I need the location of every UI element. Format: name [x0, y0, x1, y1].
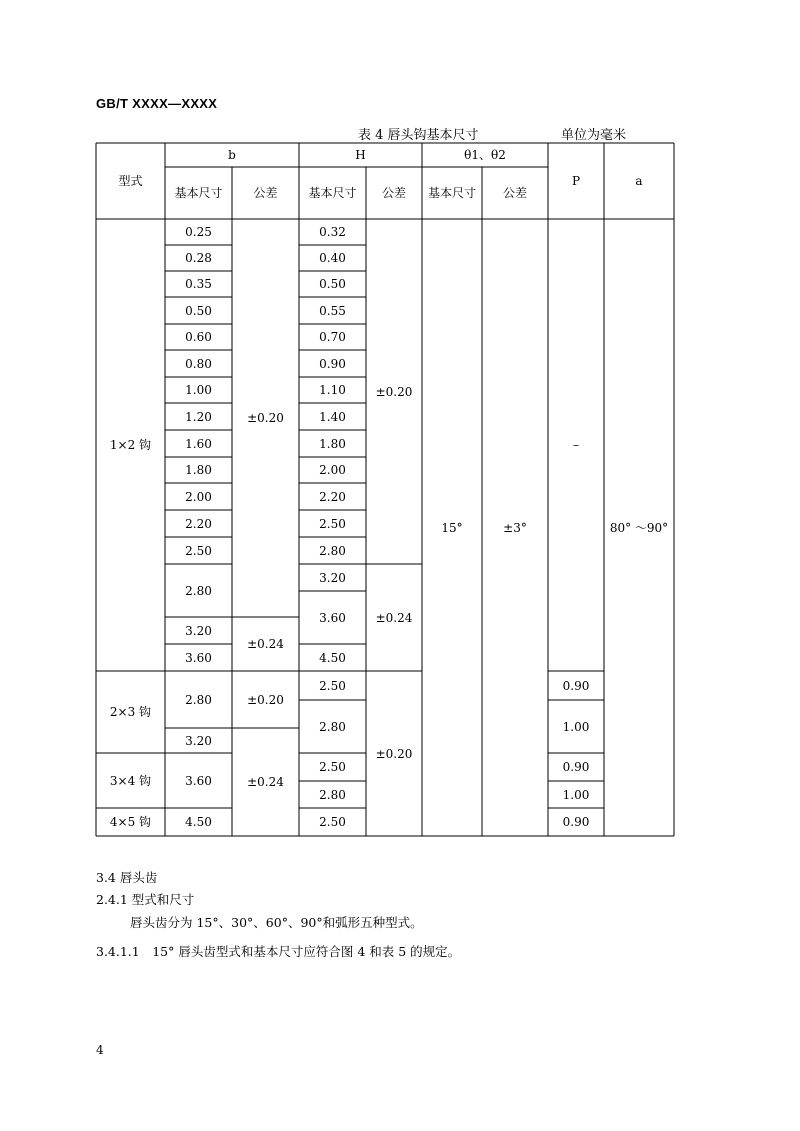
P-cell: 0.90 [562, 678, 590, 693]
H-basic-size-cell: 3.20 [319, 570, 346, 585]
H-basic-size-cell: 1.40 [319, 409, 346, 424]
H-basic-size-cell: 0.40 [319, 251, 346, 265]
H-basic-size-cell: 0.50 [319, 277, 346, 291]
P-cell: 1.00 [562, 719, 590, 734]
b-basic-size-cell: 0.25 [185, 225, 212, 239]
section-heading-2-4-1: 2.4.1 型式和尺寸 [96, 892, 195, 907]
header-P: P [571, 174, 581, 188]
standard-code: GB/T XXXX—XXXX [96, 96, 218, 111]
b-basic-size-cell: 0.50 [185, 303, 212, 318]
header-basic-size: 基本尺寸 [308, 186, 357, 200]
paragraph-clause: 3.4.1.1 15° 唇头齿型式和基本尺寸应符合图 4 和表 5 的规定。 [96, 944, 461, 959]
H-basic-size-cell: 0.32 [319, 225, 346, 239]
type-cell: 2×3 钩 [109, 705, 152, 719]
table-unit: 单位为毫米 [561, 128, 627, 143]
H-basic-size-cell: 2.50 [319, 815, 346, 829]
header-b: b [228, 148, 236, 162]
header-tolerance: 公差 [381, 186, 406, 200]
b-basic-size-cell: 1.60 [185, 436, 212, 451]
H-basic-size-cell: 0.55 [319, 303, 346, 318]
b-basic-size-cell: 1.00 [185, 383, 212, 397]
H-basic-size-cell: 2.50 [319, 760, 346, 774]
header-tolerance: 公差 [502, 186, 527, 200]
b-tolerance-cell: ±0.20 [247, 411, 284, 425]
b-basic-size-cell: 1.20 [185, 409, 212, 424]
H-basic-size-cell: 1.80 [319, 436, 346, 451]
b-basic-size-cell: 2.50 [185, 543, 212, 558]
type-cell: 3×4 钩 [109, 773, 152, 788]
H-basic-size-cell: 3.60 [319, 610, 346, 625]
H-basic-size-cell: 2.50 [319, 678, 346, 693]
b-basic-size-cell: 3.60 [185, 650, 212, 665]
b-basic-size-cell: 1.80 [185, 463, 212, 477]
b-tolerance-cell: ±0.24 [247, 637, 284, 651]
a-cell: 80° ～90° [609, 520, 669, 535]
H-basic-size-cell: 2.80 [319, 787, 346, 802]
H-basic-size-cell: 2.00 [319, 463, 346, 477]
header-tolerance: 公差 [253, 186, 278, 200]
header-type: 型式 [118, 174, 143, 188]
paragraph-types: 唇头齿分为 15°、30°、60°、90°和弧形五种型式。 [130, 915, 423, 930]
H-basic-size-cell: 0.90 [319, 356, 346, 371]
page-number: 4 [96, 1043, 104, 1057]
b-tolerance-cell: ±0.24 [247, 775, 284, 789]
b-basic-size-cell: 3.60 [185, 773, 212, 788]
theta-basic-size-cell: 15° [441, 520, 463, 535]
H-basic-size-cell: 2.20 [319, 489, 346, 504]
H-basic-size-cell: 2.80 [319, 543, 346, 558]
b-tolerance-cell: ±0.20 [247, 692, 284, 707]
b-basic-size-cell: 2.80 [185, 692, 212, 707]
b-basic-size-cell: 2.00 [185, 489, 212, 504]
H-tolerance-cell: ±0.24 [375, 610, 413, 625]
H-basic-size-cell: 1.10 [319, 383, 346, 397]
H-tolerance-cell: ±0.20 [375, 746, 413, 761]
P-cell: 0.90 [562, 760, 590, 774]
header-theta: θ1、θ2 [464, 148, 506, 162]
H-basic-size-cell: 2.50 [319, 516, 346, 531]
b-basic-size-cell: 2.80 [185, 583, 212, 598]
b-basic-size-cell: 3.20 [185, 733, 212, 748]
type-cell: 4×5 钩 [109, 815, 152, 829]
type-cell: 1×2 钩 [109, 438, 152, 452]
b-basic-size-cell: 3.20 [185, 623, 212, 638]
H-basic-size-cell: 0.70 [319, 330, 346, 344]
header-basic-size: 基本尺寸 [427, 186, 476, 200]
table-title: 表 4 唇头钩基本尺寸 [358, 128, 479, 143]
b-basic-size-cell: 0.28 [185, 251, 212, 265]
b-basic-size-cell: 0.60 [185, 330, 212, 344]
b-basic-size-cell: 4.50 [185, 815, 212, 829]
header-H: H [355, 148, 366, 162]
P-cell: – [573, 438, 579, 452]
header-basic-size: 基本尺寸 [174, 186, 223, 200]
H-tolerance-cell: ±0.20 [375, 384, 413, 399]
b-basic-size-cell: 2.20 [185, 516, 212, 531]
b-basic-size-cell: 0.80 [185, 356, 212, 371]
b-basic-size-cell: 0.35 [185, 277, 212, 291]
H-basic-size-cell: 2.80 [319, 719, 346, 734]
H-basic-size-cell: 4.50 [319, 650, 346, 665]
section-heading-3-4: 3.4 唇头齿 [96, 870, 158, 885]
header-a: a [635, 174, 643, 188]
theta-tolerance-cell: ±3° [503, 520, 527, 535]
P-cell: 0.90 [562, 815, 590, 829]
P-cell: 1.00 [562, 787, 590, 802]
